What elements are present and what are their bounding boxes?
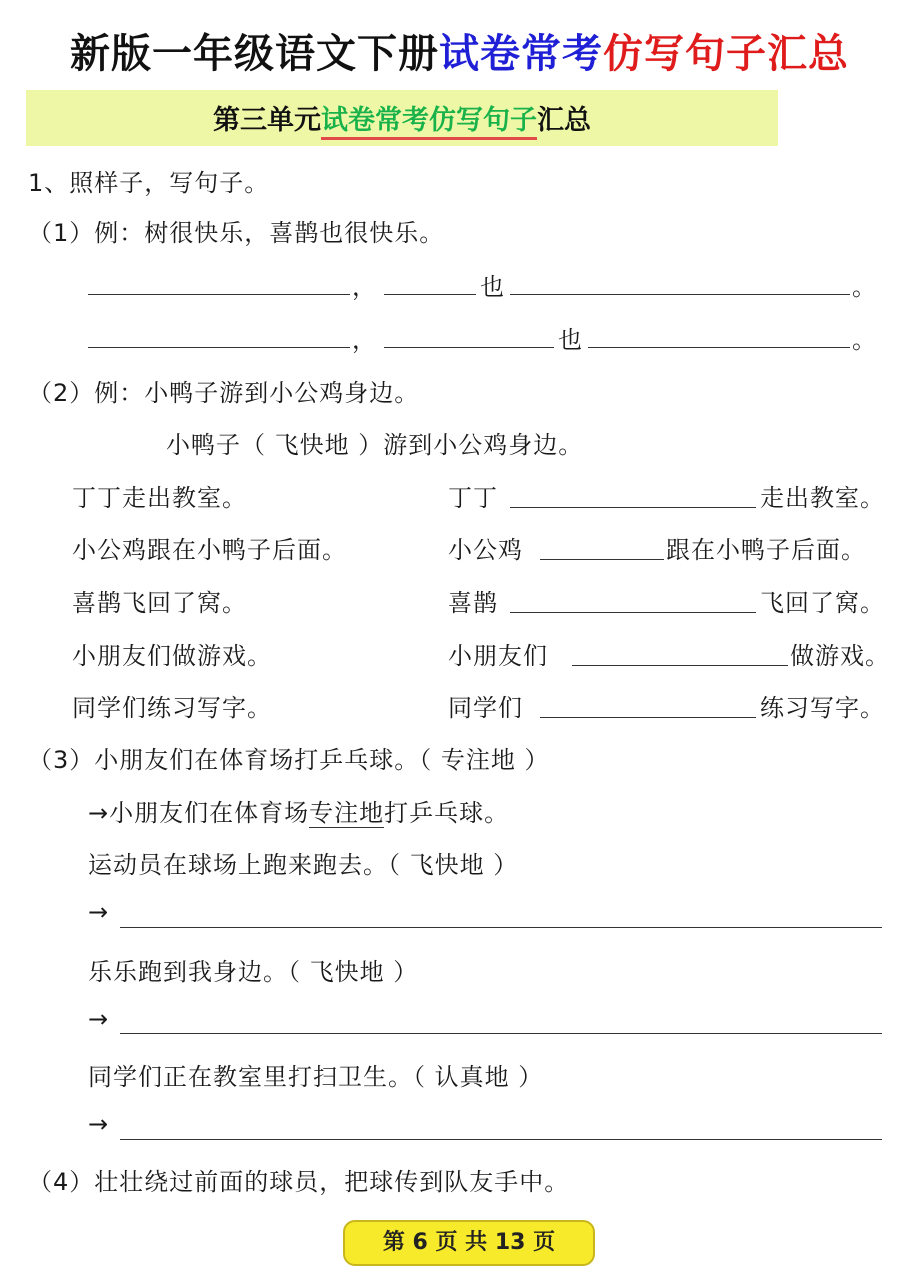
answer-line[interactable] [120, 1033, 882, 1034]
arrow-mark: → [88, 898, 110, 926]
comma-mark: ， [352, 326, 377, 354]
subtitle-part-1: 第三单元 [213, 105, 321, 136]
part2-example: （2）例：小鸭子游到小公鸡身边。 [28, 379, 420, 407]
answer-blank[interactable] [572, 665, 788, 666]
part2-suffix: 走出教室。 [760, 484, 885, 512]
subtitle-part-2: 试卷常考仿写句子 [321, 105, 537, 140]
ye-word: 也 [480, 273, 505, 301]
part2-prefix: 喜鹊 [448, 589, 498, 617]
ye-word: 也 [558, 326, 583, 354]
answer-blank[interactable] [88, 294, 350, 295]
title-part-2: 试卷常考 [439, 31, 603, 77]
page-title [0, 22, 919, 79]
arrow-mark: → [88, 1110, 110, 1138]
part2-prefix: 小公鸡 [448, 536, 523, 564]
part2-suffix: 飞回了窝。 [760, 589, 885, 617]
period-mark: 。 [852, 326, 877, 354]
arrow-mark: → [88, 1005, 110, 1033]
answer-blank[interactable] [88, 347, 350, 348]
part4-example: （4）壮壮绕过前面的球员，把球传到队友手中。 [28, 1168, 570, 1196]
answer-blank[interactable] [540, 717, 756, 718]
subtitle [26, 98, 778, 137]
answer-blank[interactable] [510, 294, 850, 295]
answer-line[interactable] [120, 927, 882, 928]
period-mark: 。 [852, 273, 877, 301]
part2-original: 小朋友们做游戏。 [72, 642, 272, 670]
part3-item: 乐乐跑到我身边。（ 飞快地 ） [88, 958, 419, 986]
part2-original: 丁丁走出教室。 [72, 484, 247, 512]
part2-suffix: 练习写字。 [760, 694, 885, 722]
part2-suffix: 做游戏。 [790, 642, 890, 670]
part3-answer-pre: →小朋友们在体育场 [88, 799, 310, 827]
part1-example: （1）例：树很快乐，喜鹊也很快乐。 [28, 219, 445, 247]
answer-blank[interactable] [540, 559, 664, 560]
question-heading: 1、照样子，写句子。 [28, 169, 270, 197]
part3-answer-post: 打乒乓球。 [384, 799, 510, 827]
answer-blank[interactable] [384, 347, 554, 348]
part2-prefix: 小朋友们 [448, 642, 548, 670]
subtitle-part-3: 汇总 [537, 105, 591, 136]
answer-blank[interactable] [384, 294, 476, 295]
part3-answer-word: 专注地 [309, 799, 385, 827]
part2-prefix: 同学们 [448, 694, 523, 722]
title-part-1: 新版一年级语文下册 [70, 31, 439, 77]
comma-mark: ， [352, 273, 377, 301]
part3-item: 运动员在球场上跑来跑去。（ 飞快地 ） [88, 851, 519, 879]
part2-suffix: 跟在小鸭子后面。 [666, 536, 866, 564]
answer-line[interactable] [120, 1139, 882, 1140]
part2-prefix: 丁丁 [448, 484, 498, 512]
part2-model: 小鸭子（ 飞快地 ）游到小公鸡身边。 [166, 431, 584, 459]
answer-blank[interactable] [510, 612, 756, 613]
part2-original: 小公鸡跟在小鸭子后面。 [72, 536, 347, 564]
part3-model-answer [88, 793, 509, 828]
part2-original: 同学们练习写字。 [72, 694, 272, 722]
part3-item: 同学们正在教室里打扫卫生。（ 认真地 ） [88, 1063, 544, 1091]
page-indicator: 第 6 页 共 13 页 [343, 1220, 595, 1266]
title-part-3: 仿写句子汇总 [603, 31, 849, 77]
part2-original: 喜鹊飞回了窝。 [72, 589, 247, 617]
answer-blank[interactable] [588, 347, 850, 348]
part3-example: （3）小朋友们在体育场打乒乓球。（ 专注地 ） [28, 746, 550, 774]
answer-blank[interactable] [510, 507, 756, 508]
